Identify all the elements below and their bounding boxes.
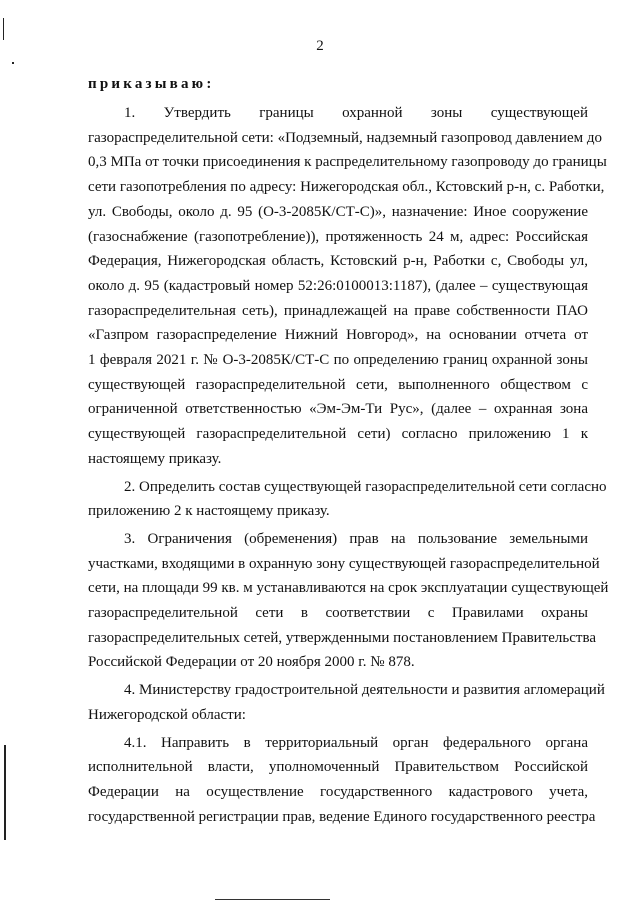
scan-bottom-line	[215, 899, 330, 900]
text-line: газораспределительной сети в соответствии с Правилами охраны	[88, 605, 588, 622]
text-line: газораспределительной сети: «Подземный, надземный газопровод давлением до	[88, 129, 602, 146]
text-line: газораспределительных сетей, утвержденными постановлением Правительства	[88, 629, 597, 646]
text-line: 0,3 МПа от точки присоединения к распределительному газопроводу до границы	[88, 154, 607, 171]
text-line: существующей газораспределительной сети) согласно приложению 1 к	[88, 426, 588, 443]
text-line: настоящему приказу.	[88, 450, 222, 467]
scan-edge-mark	[4, 745, 6, 840]
text-line: государственной регистрации прав, ведение Единого государственного реестра	[88, 808, 596, 825]
text-line: существующей газораспределительной сети, выполненного обществом с	[88, 376, 588, 393]
paragraph-4	[88, 678, 605, 727]
text-line: ул. Свободы, около д. 95 (О-3-2085К/СТ-С)», назначение: Иное сооружение	[88, 203, 588, 220]
text-line: Федерация, Нижегородская область, Кстовский р-н, Работки с, Свободы ул,	[88, 253, 588, 270]
paragraph-1	[88, 101, 607, 472]
text-line: приложению 2 к настоящему приказу.	[88, 503, 330, 520]
text-line: 2. Определить состав существующей газораспределительной сети согласно	[124, 478, 607, 495]
order-heading: приказываю:	[88, 76, 215, 92]
scan-edge-mark	[3, 18, 4, 40]
text-line: Нижегородской области:	[88, 706, 246, 723]
paragraph-2	[88, 475, 607, 524]
text-line: участками, входящими в охранную зону существующей газораспределительной	[88, 555, 600, 572]
paragraph-5	[88, 731, 596, 830]
text-line: 3. Ограничения (обременения) прав на пользование земельными	[124, 530, 588, 547]
text-line: ограниченной ответственностью «Эм-Эм-Ти Рус», (далее – охранная зона	[88, 401, 588, 418]
text-line: газораспределительная сеть), принадлежащей на праве собственности ПАО	[88, 302, 588, 319]
text-line: 4.1. Направить в территориальный орган федерального органа	[124, 734, 588, 751]
text-line: 1. Утвердить границы охранной зоны существующей	[124, 105, 588, 121]
text-line: 1 февраля 2021 г. № О-3-2085К/СТ-С по определению границ охранной зоны	[88, 352, 588, 369]
text-line: исполнительной власти, уполномоченный Правительством Российской	[88, 759, 588, 776]
paragraph-3	[88, 527, 609, 675]
text-line: «Газпром газораспределение Нижний Новгород», на основании отчета от	[88, 327, 588, 344]
text-line: (газоснабжение (газопотребление)), протяженность 24 м, адрес: Российская	[88, 228, 588, 245]
scan-edge-mark	[12, 62, 14, 64]
text-line: 4. Министерству градостроительной деятельности и развития агломераций	[124, 682, 605, 699]
text-line: сети, на площади 99 кв. м устанавливаются на срок эксплуатации существующей	[88, 580, 609, 597]
page-number: 2	[316, 38, 324, 54]
text-line: Российской Федерации от 20 ноября 2000 г. № 878.	[88, 654, 415, 671]
text-line: около д. 95 (кадастровый номер 52:26:0100013:1187), (далее – существующая	[88, 277, 588, 294]
text-line: Федерации на осуществление государственного кадастрового учета,	[88, 783, 588, 800]
text-line: сети газопотребления по адресу: Нижегородская обл., Кстовский р-н, с. Работки,	[88, 179, 605, 196]
document-body	[88, 101, 609, 829]
